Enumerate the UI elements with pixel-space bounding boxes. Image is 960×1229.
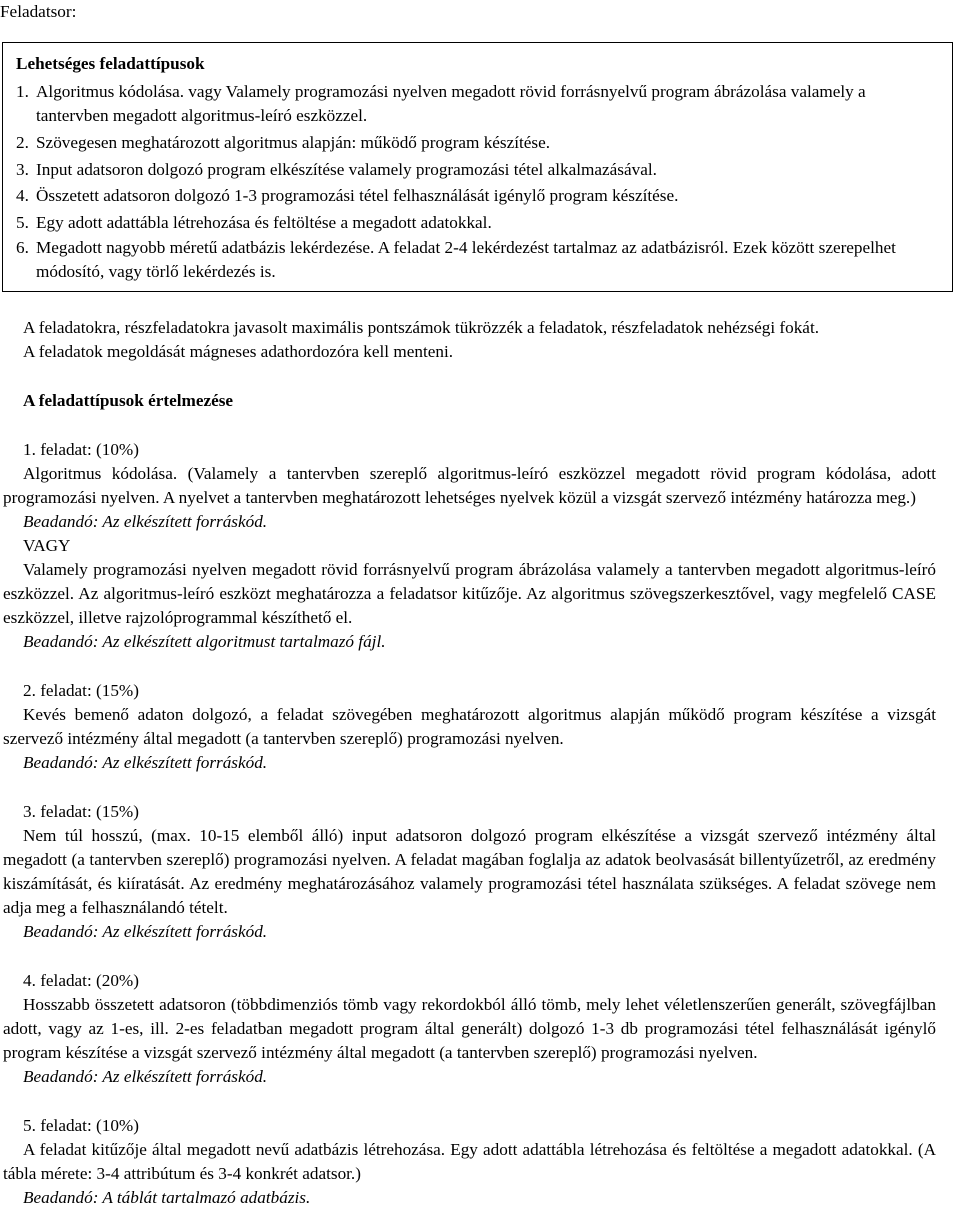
task-body: Nem túl hosszú, (max. 10-15 elemből álló) input adatsoron dolgozó program elkészítése a vizsgát szervező intézmény által megadott (a tantervben szereplő) programozási nyelven. A feladat magában foglalja az adatok beolvasását billentyűzetről, az eredmény kiszámítását, és kiíratását. Az eredmény meghatározásához valamely programozási tétel használata szükséges. A feladat szövege nem adja meg a felhasználandó tételt. <box>3 826 936 917</box>
list-item-text: Szövegesen meghatározott algoritmus alapján: működő program készítése. <box>36 133 551 152</box>
task-body: Valamely programozási nyelven megadott rövid forrásnyelvű program ábrázolása valamely a tantervben megadott algoritmus-leíró eszközzel. Az algoritmus-leíró eszközt meghatározza a feladatsor kitűzője. Az algoritmus szövegszerkesztővel, vagy megfelelő CASE eszközzel, illetve rajzolóprogrammal készíthető el. <box>3 560 936 627</box>
intro-paragraph: A feladatok megoldását mágneses adathordozóra kell menteni. <box>23 342 454 361</box>
page-title: Feladatsor: <box>0 2 77 21</box>
task-alternative: VAGY <box>23 536 71 555</box>
list-item-text: Megadott nagyobb méretű adatbázis lekérdezése. A feladat 2-4 lekérdezést tartalmaz az adatbázisról. Ezek között szerepelhet módosító, vagy törlő lekérdezés is. <box>36 238 896 281</box>
box-title: Lehetséges feladattípusok <box>16 54 205 73</box>
task-heading: 4. feladat: (20%) <box>23 971 139 990</box>
main-content <box>3 316 936 1210</box>
task-heading: 2. feladat: (15%) <box>23 681 139 700</box>
list-item-text: Egy adott adattábla létrehozása és feltöltése a megadott adatokkal. <box>36 212 492 232</box>
task-heading: 1. feladat: (10%) <box>23 440 139 459</box>
list-item-text: Input adatsoron dolgozó program elkészítése valamely programozási tétel alkalmazásával. <box>36 159 657 179</box>
task-body: Algoritmus kódolása. (Valamely a tantervben szereplő algoritmus-leíró eszközzel megadott rövid program kódolása, adott programozási nyelven. A nyelvet a tantervben meghatározott lehetséges nyelvek közül a vizsgát szervező intézmény határozza meg.) <box>3 464 936 507</box>
task-heading: 5. feladat: (10%) <box>23 1116 139 1135</box>
section-title: A feladattípusok értelmezése <box>23 391 234 410</box>
list-item-number: 3. <box>16 159 29 179</box>
list-item <box>16 80 941 128</box>
list-item-number: 4. <box>16 186 29 205</box>
task-body: Kevés bemenő adaton dolgozó, a feladat szövegében meghatározott algoritmus alapján működő program készítése a vizsgát szervező intézmény által megadott (a tantervben szereplő) programozási nyelven. <box>3 705 936 748</box>
list-item-number: 6. <box>16 238 29 257</box>
intro-paragraph: A feladatokra, részfeladatokra javasolt maximális pontszámok tükrözzék a feladatok, részfeladatok nehézségi fokát. <box>23 318 820 337</box>
task-submission: Beadandó: Az elkészített algoritmust tartalmazó fájl. <box>23 632 386 651</box>
list-item <box>16 183 941 210</box>
list-item <box>16 236 941 284</box>
list-item-number: 1. <box>16 82 29 101</box>
task-submission: Beadandó: Az elkészített forráskód. <box>23 753 268 772</box>
task-submission: Beadandó: A táblát tartalmazó adatbázis. <box>23 1188 311 1207</box>
task-types-list <box>16 80 941 286</box>
list-item-text: Összetett adatsoron dolgozó 1-3 programozási tétel felhasználását igénylő program készítése. <box>36 186 679 205</box>
task-submission: Beadandó: Az elkészített forráskód. <box>23 922 268 941</box>
task-types-box <box>2 42 953 292</box>
list-item <box>16 157 941 184</box>
task-submission: Beadandó: Az elkészített forráskód. <box>23 1067 268 1086</box>
list-item-number: 2. <box>16 133 29 152</box>
list-item <box>16 130 941 157</box>
task-body: Hosszabb összetett adatsoron (többdimenziós tömb vagy rekordokból álló tömb, mely lehet véletlenszerűen generált, szövegfájlban adott, vagy az 1-es, ill. 2-es feladatban megadott program által generált) dolgozó 1-3 db programozási tétel felhasználását igénylő program készítése a vizsgát szervező intézmény által megadott (a tantervben szereplő) programozási nyelven. <box>3 995 936 1062</box>
task-submission: Beadandó: Az elkészített forráskód. <box>23 512 268 531</box>
list-item-number: 5. <box>16 212 29 232</box>
list-item <box>16 210 941 237</box>
task-heading: 3. feladat: (15%) <box>23 802 139 821</box>
task-body: A feladat kitűzője által megadott nevű adatbázis létrehozása. Egy adott adattábla létrehozása és feltöltése a megadott adatokkal. (A tábla mérete: 3-4 attribútum és 3-4 konkrét adatsor.) <box>3 1140 936 1183</box>
list-item-text: Algoritmus kódolása. vagy Valamely programozási nyelven megadott rövid forrásnyelvű program ábrázolása valamely a tantervben megadott algoritmus-leíró eszközzel. <box>36 82 866 125</box>
